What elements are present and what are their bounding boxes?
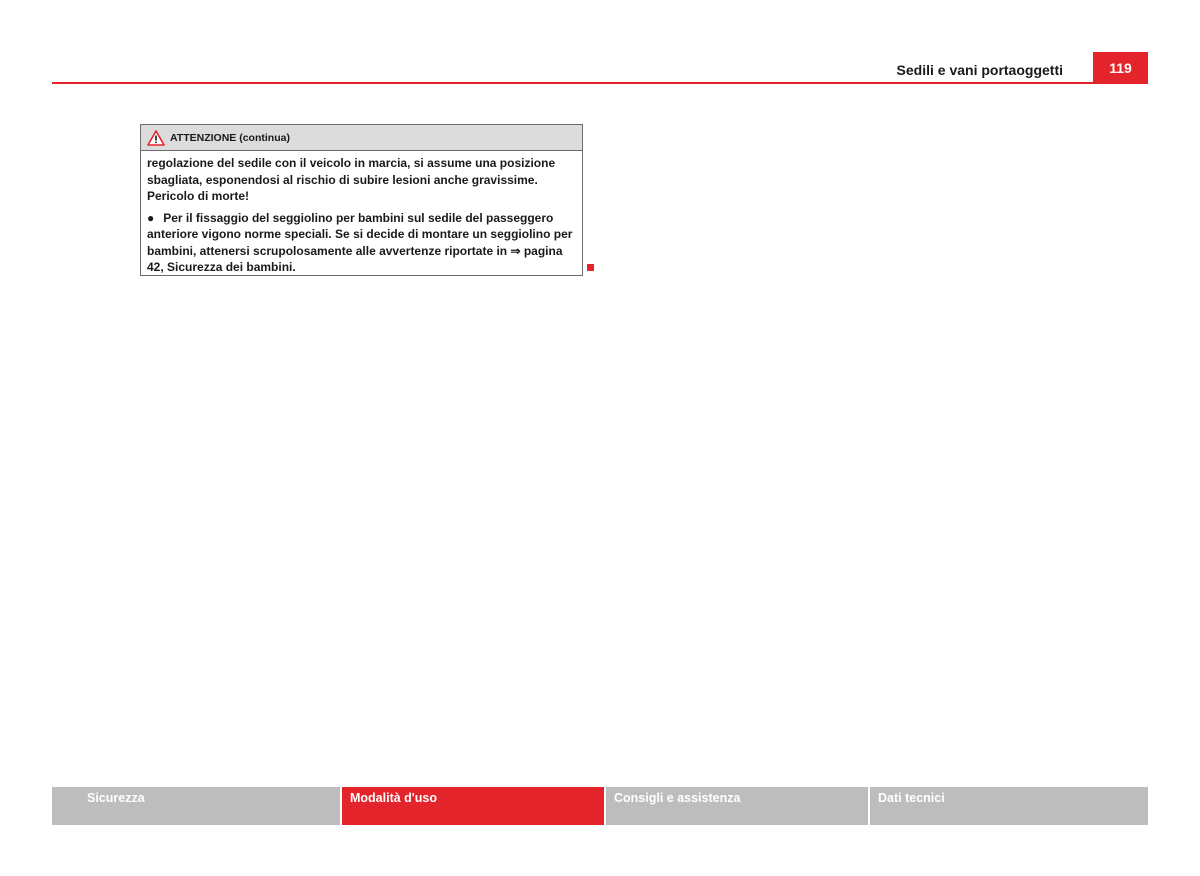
section-end-mark [587, 264, 594, 271]
warning-bullet-item [147, 210, 574, 276]
footer-tab-modalita-duso[interactable] [342, 787, 604, 825]
warning-triangle-icon [147, 130, 165, 146]
footer-tab-consigli-e-assistenza[interactable] [606, 787, 868, 825]
warning-body [141, 151, 582, 276]
warning-header [141, 125, 582, 151]
page-number-label: 119 [1109, 60, 1132, 76]
footer-nav [52, 787, 1148, 825]
footer-tab-dati-tecnici[interactable] [870, 787, 1148, 825]
footer-tab-sicurezza[interactable] [52, 787, 340, 825]
warning-title: ATTENZIONE (continua) [170, 131, 290, 144]
warning-bullet-text: Per il fissaggio del seggiolino per bambini sul sedile del passeggero anteriore vigono norme speciali. Se si decide di montare un seggiolino per bambini, attenersi scrupolosamente alle avvertenze riportate in ⇒ pagina 42, Sicurezza dei bambini. [147, 210, 573, 274]
footer-tab-label: Consigli e assistenza [614, 791, 741, 805]
footer-tab-label: Dati tecnici [878, 791, 945, 805]
bullet-icon: ● [147, 210, 155, 225]
warning-paragraph: regolazione del sedile con il veicolo in marcia, si assume una posizione sbagliata, esponendosi al rischio di subire lesioni anche gravissime. Pericolo di morte! [147, 156, 556, 203]
warning-box [140, 124, 583, 276]
section-title: Sedili e vani portaoggetti [896, 62, 1063, 78]
footer-tab-label: Modalità d'uso [350, 791, 437, 805]
page-number [1093, 52, 1148, 84]
footer-tab-label: Sicurezza [87, 791, 145, 805]
header-rule [52, 82, 1148, 84]
